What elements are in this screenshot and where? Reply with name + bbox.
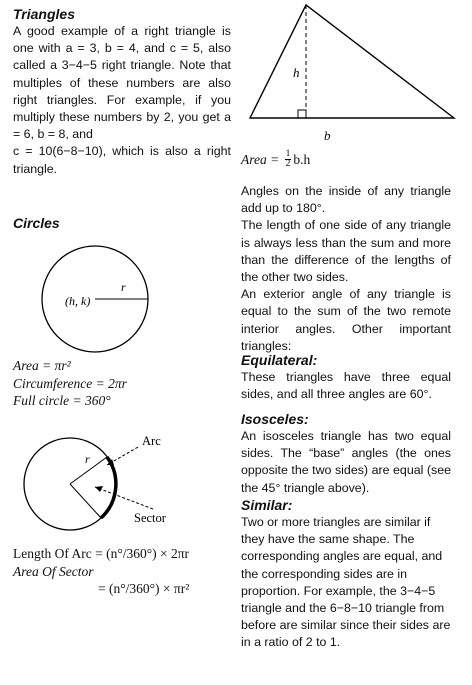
circumference-formula: Circumference = 2πr xyxy=(13,375,127,391)
fraction-denominator: 2 xyxy=(285,159,291,169)
isosceles-section xyxy=(241,411,451,497)
triangle-facts xyxy=(241,183,451,355)
circle-formulas xyxy=(13,357,233,410)
triangle-figure xyxy=(240,0,460,145)
exterior-angle-fact: An exterior angle of any triangle is equal to the sum of the two remote interior angles. Other important triangles: xyxy=(241,287,451,353)
sector-figure xyxy=(13,425,213,545)
equilateral-text: These triangles have three equal sides, and all three angles are 60°. xyxy=(241,370,451,402)
fraction-numerator: 1 xyxy=(285,149,291,159)
isosceles-text: An isosceles triangle has two equal sides. The “base” angles (the ones opposite the two sides) are equal (see the 45° triangle above). xyxy=(241,429,451,495)
sector-label: Sector xyxy=(134,511,166,525)
triangle-outline xyxy=(250,5,454,118)
arc-highlight xyxy=(101,457,116,518)
sector-radius-label: r xyxy=(85,452,90,466)
circles-heading: Circles xyxy=(13,215,60,231)
similar-text: Two or more triangles are similar if they have the same shape. The corresponding angles are equal, and the corresponding sides are in proportion. For example, the 3−4−5 triangle and the 6−8−10 triangle from before are similar since their sides are in a ratio of 2 to 1. xyxy=(241,515,451,650)
height-label: h xyxy=(293,65,300,80)
arc-label: Arc xyxy=(142,434,161,448)
isosceles-heading: Isosceles: xyxy=(241,411,309,427)
sector-pointer-arrowhead xyxy=(95,486,103,492)
area-rhs: b.h xyxy=(293,151,311,167)
circle-area-formula: Area = πr² xyxy=(13,358,71,373)
full-circle-formula: Full circle = 360° xyxy=(13,393,111,408)
sector-formulas xyxy=(13,545,243,598)
angle-sum-fact: Angles on the inside of any triangle add up to 180°. xyxy=(241,184,451,216)
fraction xyxy=(285,150,292,169)
sector-area-formula: = (n°/360°) × πr² xyxy=(98,581,190,596)
triangles-c-line: c = 10(6−8−10), which is also a right triangle. xyxy=(13,144,231,176)
triangle-area-formula xyxy=(241,150,310,169)
sector-radius-lower xyxy=(70,484,101,518)
right-angle-marker xyxy=(298,110,306,118)
left-column xyxy=(13,6,231,178)
triangles-paragraph: A good example of a right triangle is one with a = 3, b = 4, and c = 5, also called a 3−4−5 right triangle. Note that multiples of these numbers are also right triangles. For example, if you multiply these numbers by 2, you get a = 6, b = 8, and xyxy=(13,24,231,142)
equilateral-section xyxy=(241,352,451,403)
triangles-heading: Triangles xyxy=(13,6,75,22)
side-length-fact: The length of one side of any triangle is always less than the sum and more than the difference of the lengths of the other two sides. xyxy=(241,218,451,285)
equilateral-heading: Equilateral: xyxy=(241,352,318,368)
similar-heading: Similar: xyxy=(241,497,293,513)
radius-label: r xyxy=(121,280,126,294)
area-lhs: Area = xyxy=(241,151,283,167)
sector-pointer xyxy=(95,487,153,509)
sector-area-title: Area Of Sector xyxy=(13,563,94,579)
arc-length-formula: Length Of Arc = (n°/360°) × 2πr xyxy=(13,546,190,561)
base-label: b xyxy=(324,128,331,143)
similar-section xyxy=(241,497,451,652)
center-label: (h, k) xyxy=(65,294,91,308)
